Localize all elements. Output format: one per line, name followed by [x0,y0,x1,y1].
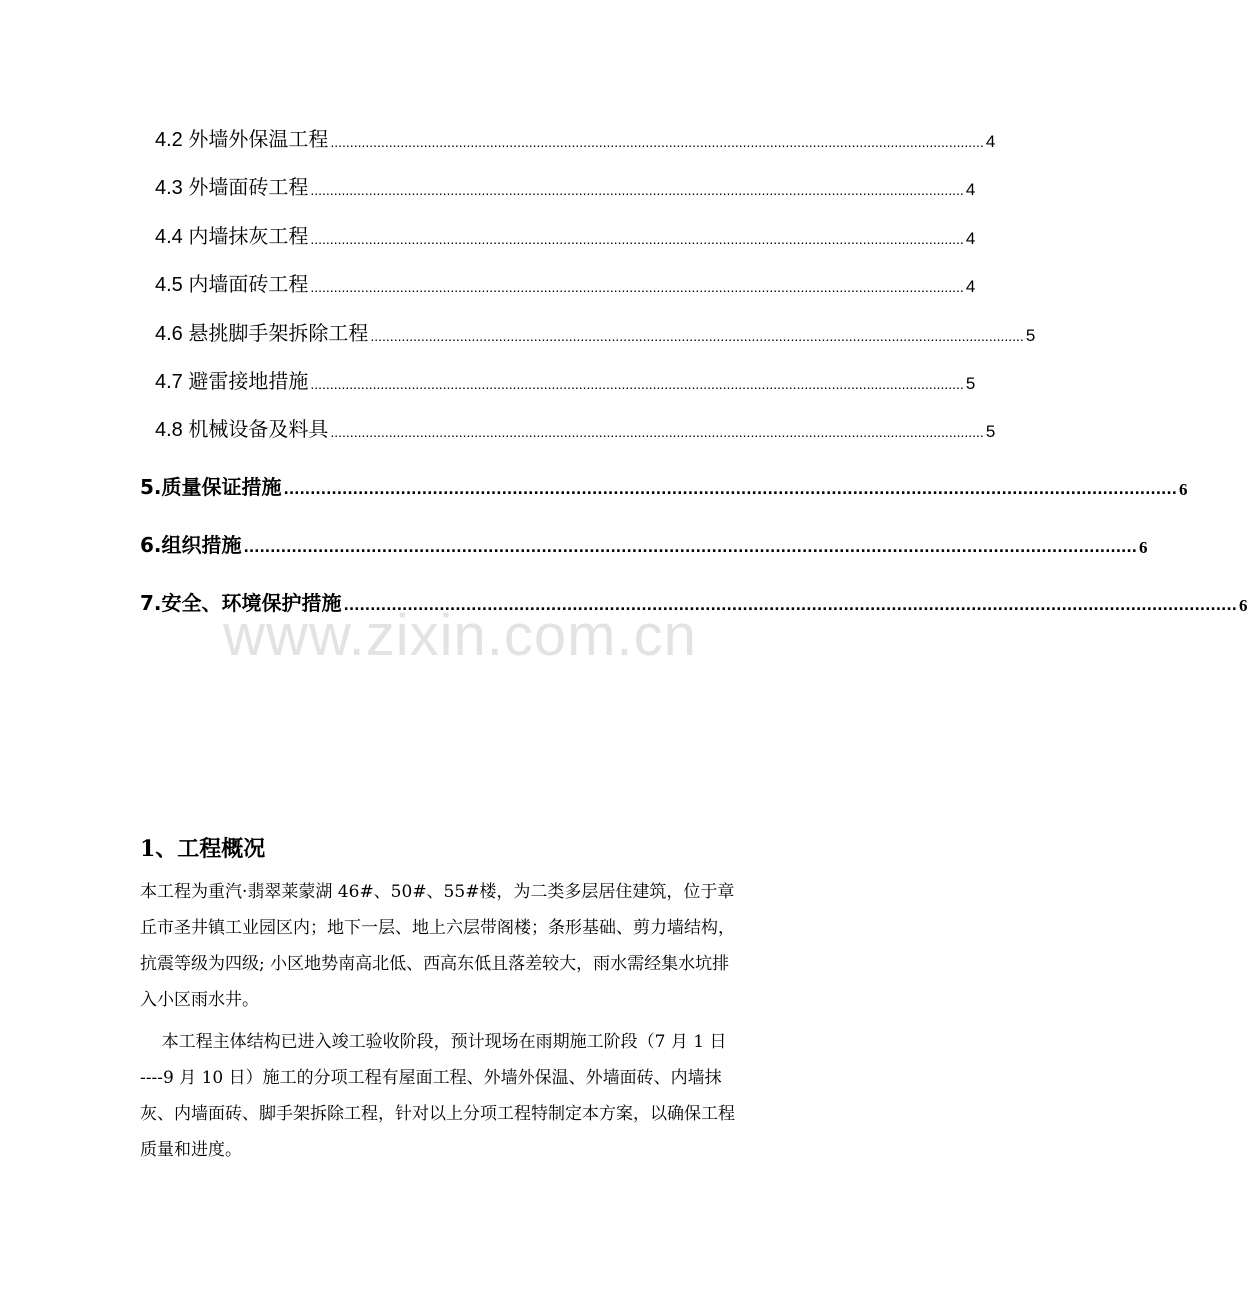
paragraph-line: 质量和进度。 [140,1140,242,1160]
toc-leader-dots: ........................................................................................................................................................................ [310,279,964,295]
toc-entry-4-7[interactable] [155,364,976,394]
toc-entry-page: 4 [965,229,976,248]
toc-entry-4-2[interactable] [155,122,996,152]
paragraph-line: ----9 月 10 日）施工的分项工程有屋面工程、外墙外保温、外墙面砖、内墙抹 [140,1068,722,1088]
toc-leader-dots: ........................................................................................................................................................................ [330,134,984,150]
toc-entry-label: 7.安全、环境保护措施 [140,591,342,615]
toc-leader-dots: ........................................................................................................................................................................ [310,182,964,198]
toc-entry-page: 5 [985,422,996,441]
toc-leader-dots: ........................................................................................................................................................................ [283,482,1177,498]
toc-entry-4-4[interactable] [155,219,976,249]
toc-entry-4-8[interactable] [155,412,996,442]
toc-entry-page: 4 [965,277,976,296]
paragraph-line: 入小区雨水井。 [140,990,259,1010]
toc-entry-page: 5 [1025,326,1036,345]
toc-entry-page: 6 [1139,538,1148,557]
toc-entry-label: 4.7 避雷接地措施 [155,371,309,393]
paragraph-line: 本工程为重汽·翡翠莱蒙湖 46#、50#、55#楼，为二类多层居住建筑，位于章 [140,882,735,902]
toc-entry-page: 6 [1239,596,1248,615]
toc-entry-label: 6.组织措施 [140,533,242,557]
toc-entry-page: 5 [965,374,976,393]
section-heading: 1、工程概况 [140,836,266,862]
toc-entry-label: 4.5 内墙面砖工程 [155,274,309,296]
overview-paragraph-2 [140,1024,782,1168]
paragraph-line: 本工程主体结构已进入竣工验收阶段，预计现场在雨期施工阶段（7 月 1 日 [140,1032,727,1052]
toc-entry-label: 4.3 外墙面砖工程 [155,177,309,199]
toc-entry-label: 4.8 机械设备及料具 [155,419,329,441]
toc-entry-label: 4.6 悬挑脚手架拆除工程 [155,323,369,345]
toc-entry-label: 5.质量保证措施 [140,475,282,499]
toc-entry-4-6[interactable] [155,316,1036,346]
toc-entry-page: 4 [965,180,976,199]
overview-paragraph-1 [140,874,782,1018]
toc-leader-dots: ........................................................................................................................................................................ [310,231,964,247]
paragraph-line: 灰、内墙面砖、脚手架拆除工程，针对以上分项工程特制定本方案，以确保工程 [140,1104,735,1124]
toc-entry-4-5[interactable] [155,267,976,297]
toc-entry-page: 6 [1179,480,1188,499]
toc-leader-dots: ........................................................................................................................................................................ [330,424,984,440]
toc-leader-dots: ........................................................................................................................................................................ [343,598,1237,614]
paragraph-line: 丘市圣井镇工业园区内；地下一层、地上六层带阁楼；条形基础、剪力墙结构， [140,918,735,938]
paragraph-line: 抗震等级为四级; 小区地势南高北低、西高东低且落差较大，雨水需经集水坑排 [140,954,730,974]
toc-entry-4-3[interactable] [155,170,976,200]
toc-leader-dots: ........................................................................................................................................................................ [370,328,1024,344]
toc-entry-label: 4.2 外墙外保温工程 [155,129,329,151]
toc-entry-label: 4.4 内墙抹灰工程 [155,226,309,248]
watermark: www.zixin.com.cn [223,603,697,668]
toc-entry-6[interactable] [140,528,1148,558]
toc-entry-page: 4 [985,132,996,151]
toc-leader-dots: ........................................................................................................................................................................ [243,540,1137,556]
toc-entry-5[interactable] [140,470,1188,500]
toc-leader-dots: ........................................................................................................................................................................ [310,376,964,392]
